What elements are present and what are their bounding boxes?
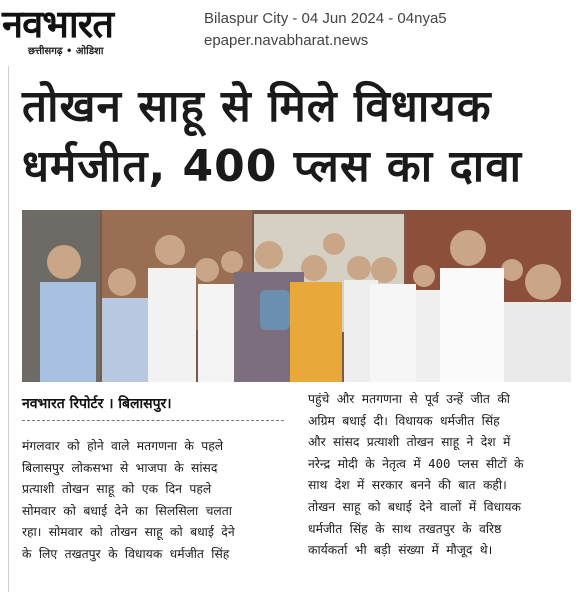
article-line: सोमवार को बधाई देने का सिलसिला चलता xyxy=(22,503,232,518)
article-line: प्रत्याशी तोखन साहू को एक दिन पहले xyxy=(22,482,212,497)
masthead xyxy=(0,0,581,62)
article-column-right xyxy=(308,389,524,562)
headline-line-2: धर्मजीत, 400 प्लस का दावा xyxy=(22,141,523,192)
headline-line-1: तोखन साहू से मिले विधायक xyxy=(22,81,492,132)
article-line: अग्रिम बधाई दी। विधायक धर्मजीत सिंह xyxy=(308,413,500,428)
newspaper-logo xyxy=(0,2,190,60)
group-photo-illustration xyxy=(22,210,571,382)
article-line: नरेन्द्र मोदी के नेतृत्व में 400 प्लस सीटों के xyxy=(308,456,524,471)
article-column-left xyxy=(22,436,235,566)
article-line: बिलासपुर लोकसभा से भाजपा के सांसद xyxy=(22,460,218,475)
article-line: कार्यकर्ता भी बड़ी संख्या में मौजूद थे। xyxy=(308,543,493,558)
logo-wordmark: नवभारत xyxy=(2,1,113,46)
article-line: के लिए तखतपुर के विधायक धर्मजीत सिंह xyxy=(22,546,230,561)
article-line: और सांसद प्रत्याशी तोखन साहू ने देश में xyxy=(308,435,511,450)
article-line: पहुंचे और मतगणना से पूर्व उन्हें जीत की xyxy=(308,392,510,406)
site-url[interactable]: epaper.navabharat.news xyxy=(204,32,369,49)
byline: नवभारत रिपोर्टर । बिलासपुर। xyxy=(22,396,172,412)
news-photo xyxy=(22,210,571,382)
byline-divider xyxy=(22,420,284,421)
article-line: साथ देश में सरकार बनने की बात कही। xyxy=(308,478,507,493)
logo-regions: छत्तीसगढ़ • ओडिशा xyxy=(28,46,104,57)
article-line: मंगलवार को होने वाले मतगणना के पहले xyxy=(22,439,224,453)
article-line: धर्मजीत सिंह के साथ तखतपुर के वरिष्ठ xyxy=(308,521,502,536)
article-line: रहा। सोमवार को तोखन साहू को बधाई देने xyxy=(22,525,235,540)
article-line: तोखन साहू को बधाई देने वालों में विधायक xyxy=(308,499,521,514)
edition-line: Bilaspur City - 04 Jun 2024 - 04nya5 xyxy=(204,10,447,27)
